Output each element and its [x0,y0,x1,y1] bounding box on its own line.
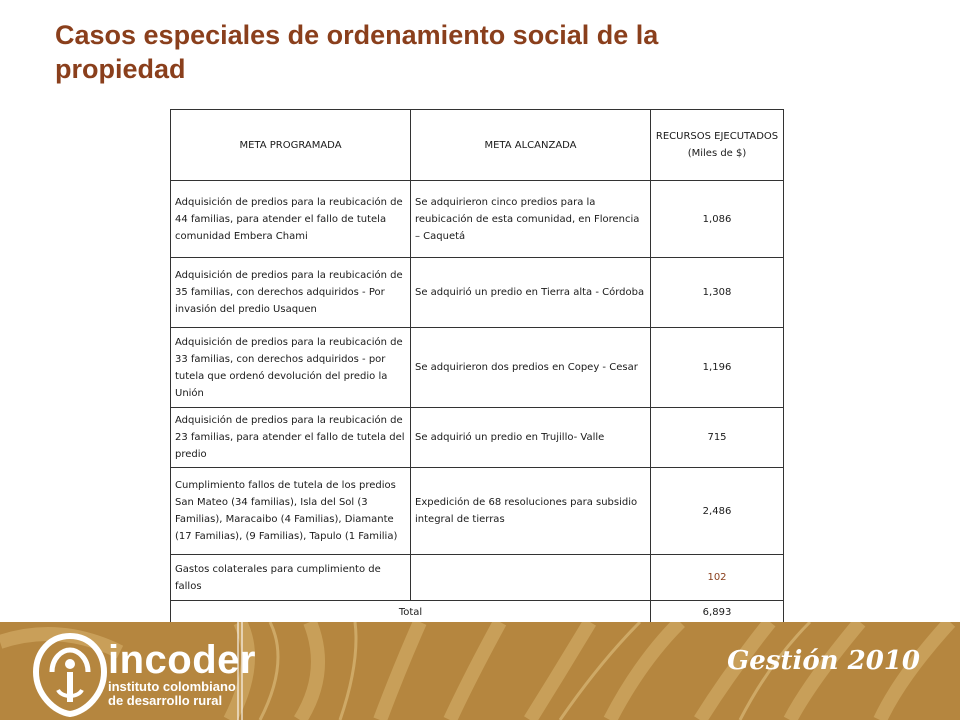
cell-recursos: 1,196 [651,328,784,408]
cell-meta-alcanzada: Expedición de 68 resoluciones para subsidio integral de tierras [411,468,651,555]
cell-recursos: 102 [651,555,784,601]
gestion-label: Gestión 2010 [727,646,920,676]
cell-meta-alcanzada: Se adquirió un predio en Tierra alta - Córdoba [411,258,651,328]
cell-meta-alcanzada: Se adquirieron cinco predios para la reubicación de esta comunidad, en Florencia – Caquetá [411,181,651,258]
table-row [171,408,784,468]
header-meta-programada: META PROGRAMADA [171,110,411,181]
cell-meta-programada: Adquisición de predios para la reubicación de 33 familias, con derechos adquiridos - por tutela que ordenó devolución del predio la Unión [171,328,411,408]
cell-meta-programada: Adquisición de predios para la reubicación de 35 familias, con derechos adquiridos - Por invasión del predio Usaquen [171,258,411,328]
results-table [170,109,784,624]
cell-meta-alcanzada: Se adquirieron dos predios en Copey - Cesar [411,328,651,408]
table-row [171,328,784,408]
total-label: Total [171,601,651,624]
brand-line-1: instituto colombiano [108,679,236,694]
cell-meta-alcanzada: Se adquirió un predio en Trujillo- Valle [411,408,651,468]
cell-recursos: 1,086 [651,181,784,258]
cell-meta-alcanzada [411,555,651,601]
brand-line-2: de desarrollo rural [108,693,223,708]
footer-banner [0,622,960,720]
cell-meta-programada: Cumplimiento fallos de tutela de los predios San Mateo (34 familias), Isla del Sol (3 Familias), Maracaibo (4 Familias), Diamante (17 Familias), (9 Familias), Tapulo (1 Familia) [171,468,411,555]
table-row [171,555,784,601]
cell-meta-programada: Adquisición de predios para la reubicación de 44 familias, para atender el fallo de tutela comunidad Embera Chami [171,181,411,258]
table-row [171,468,784,555]
cell-recursos: 715 [651,408,784,468]
table-row [171,258,784,328]
table-header-row [171,110,784,181]
cell-recursos: 1,308 [651,258,784,328]
page-title: Casos especiales de ordenamiento social de la propiedad [55,20,659,84]
brand-block [108,640,256,708]
header-meta-alcanzada: META ALCANZADA [411,110,651,181]
cell-meta-programada: Gastos colaterales para cumplimiento de fallos [171,555,411,601]
header-recursos-label: RECURSOS EJECUTADOS [655,131,779,142]
total-row [171,601,784,624]
cell-recursos: 2,486 [651,468,784,555]
header-recursos-unit: (Miles de $) [687,148,747,159]
header-recursos [651,110,784,181]
brand-name: incoder [108,638,256,682]
incoder-logo-icon [32,632,108,718]
table-row [171,181,784,258]
total-value: 6,893 [651,601,784,624]
cell-meta-programada: Adquisición de predios para la reubicación de 23 familias, para atender el fallo de tutela del predio [171,408,411,468]
